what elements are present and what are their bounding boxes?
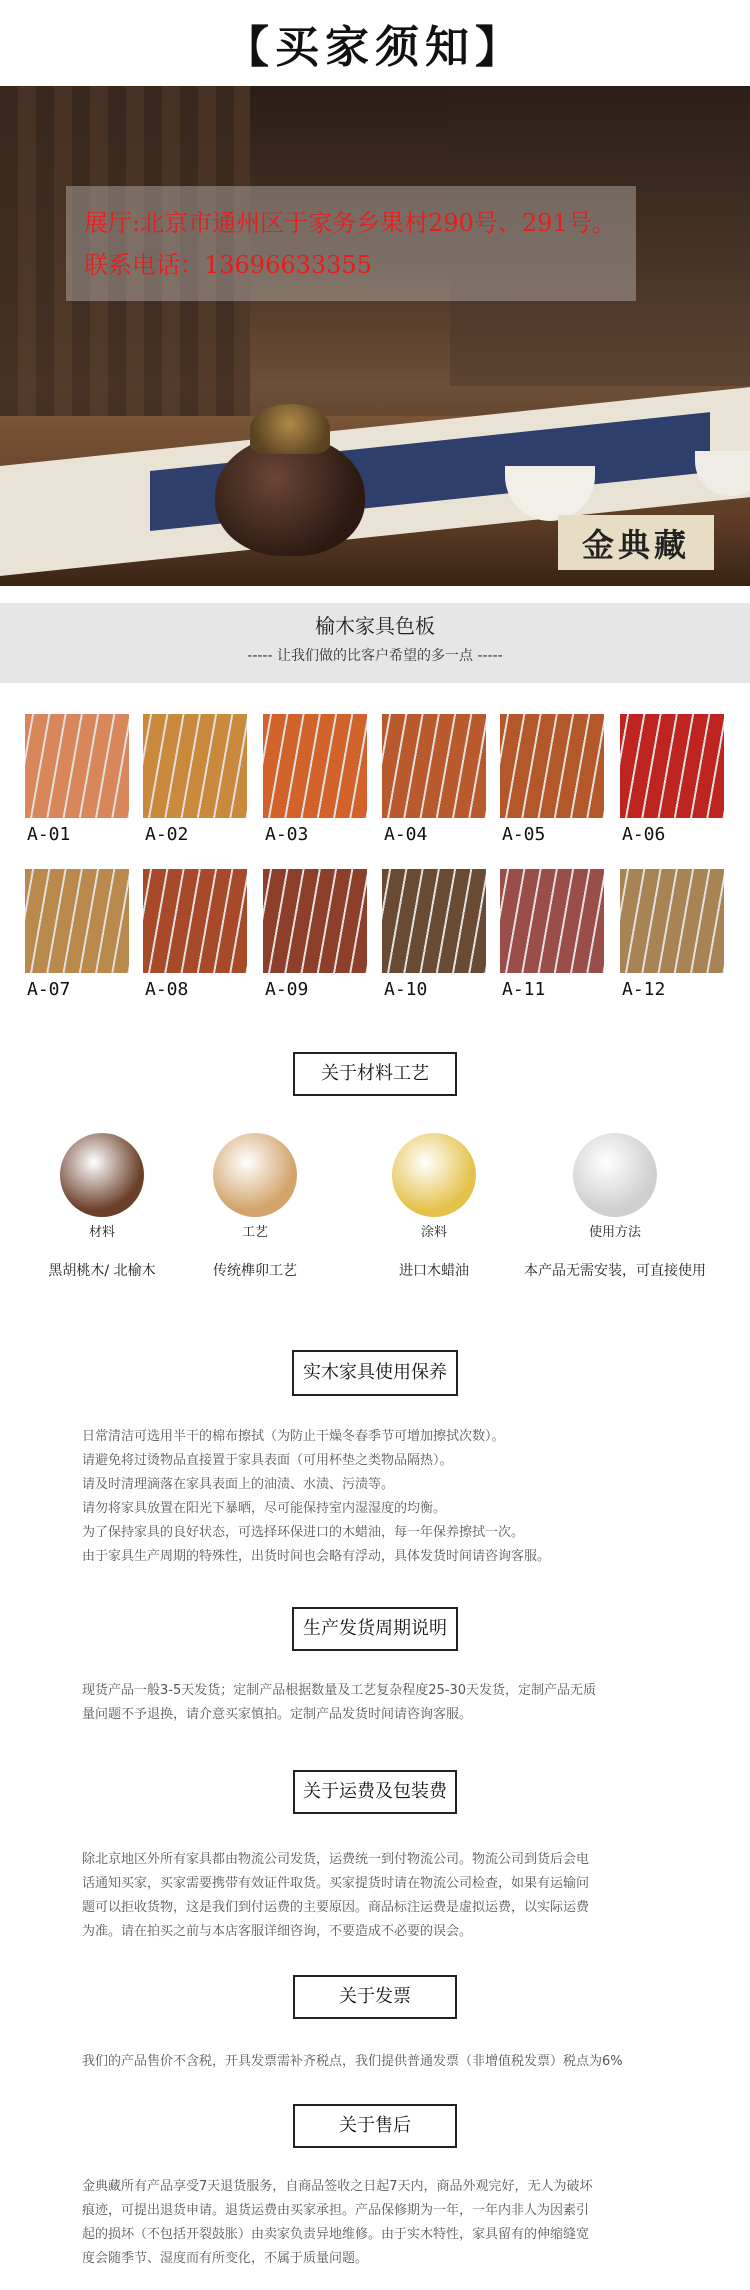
chair-icon: [573, 1133, 657, 1217]
wood-slice-icon: [60, 1133, 144, 1217]
shipping-text: [82, 1848, 668, 1944]
material-item: [57, 1133, 147, 1240]
text-line: 题可以拒收货物，这是我们到付运费的主要原因。商品标注运费是虚拟运费，以实际运费: [82, 1900, 590, 1915]
color-swatch-a-11: [500, 869, 604, 973]
color-swatch-label: A-12: [622, 979, 666, 1000]
color-swatch-label: A-09: [265, 979, 309, 1000]
production-text: [82, 1679, 668, 1727]
color-swatch-a-09: [263, 869, 367, 973]
invoice-section-title: 关于发票: [293, 1975, 457, 2019]
color-swatch-label: A-01: [27, 824, 71, 845]
color-swatch-label: A-10: [384, 979, 428, 1000]
after-sales-section-title: 关于售后: [293, 2104, 457, 2148]
color-swatch-a-07: [25, 869, 129, 973]
text-line: 请勿将家具放置在阳光下暴晒，尽可能保持室内湿湿度的均衡。: [82, 1501, 447, 1516]
text-line: 由于家具生产周期的特殊性，出货时间也会略有浮动，具体发货时间请咨询客服。: [82, 1549, 551, 1564]
material-item: [389, 1133, 479, 1240]
contact-info-box: [66, 186, 636, 301]
color-board-title: 榆木家具色板: [315, 614, 435, 638]
color-swatch-label: A-05: [502, 824, 546, 845]
material-caption: 传统榫卯工艺: [213, 1263, 297, 1279]
text-line: 请及时清理滴落在家具表面上的油渍、水渍、污渍等。: [82, 1477, 395, 1492]
color-swatch-label: A-02: [145, 824, 189, 845]
material-label: 工艺: [241, 1225, 268, 1240]
text-line: 量问题不予退换，请介意买家慎拍。定制产品发货时间请咨询客服。: [82, 1707, 473, 1722]
color-swatch-a-08: [143, 869, 247, 973]
incense-burner-image: [215, 436, 365, 556]
brand-logo: [558, 515, 714, 570]
color-swatch-a-05: [500, 714, 604, 818]
invoice-text: [82, 2050, 668, 2074]
color-swatch-label: A-07: [27, 979, 71, 1000]
color-swatch-label: A-04: [384, 824, 428, 845]
materials-section-title: 关于材料工艺: [293, 1052, 457, 1096]
text-line: 请避免将过烫物品直接置于家具表面（可用杯垫之类物品隔热）。: [82, 1453, 453, 1468]
showroom-address: 展厅:北京市通州区于家务乡果村290号、291号。: [84, 209, 616, 237]
color-swatch-a-01: [25, 714, 129, 818]
page-title: 【买家须知】: [225, 22, 525, 73]
color-swatch-label: A-11: [502, 979, 546, 1000]
text-line: 为准。请在拍买之前与本店客服详细咨询，不要造成不必要的误会。: [82, 1924, 473, 1939]
text-line: 痕迹，可提出退货申请。退货运费由买家承担。产品保修期为一年，一年内非人为因素引: [82, 2203, 590, 2218]
color-swatch-a-10: [382, 869, 486, 973]
color-swatch-label: A-08: [145, 979, 189, 1000]
text-line: 现货产品一般3-5天发货；定制产品根据数量及工艺复杂程度25-30天发货，定制产品无质: [82, 1683, 597, 1698]
production-section-title: 生产发货周期说明: [292, 1607, 458, 1651]
joinery-icon: [213, 1133, 297, 1217]
text-line: 话通知买家，买家需要携带有效证件取货。买家提货时请在物流公司检查，如果有运输问: [82, 1876, 590, 1891]
page-header: [0, 0, 750, 86]
shipping-section-title: 关于运费及包装费: [293, 1770, 457, 1814]
color-swatch-label: A-06: [622, 824, 666, 845]
brand-name: 金典藏: [581, 525, 690, 564]
care-text: [82, 1425, 668, 1569]
material-label: 材料: [88, 1225, 115, 1240]
color-swatch-a-03: [263, 714, 367, 818]
text-line: 金典藏所有产品享受7天退货服务，自商品签收之日起7天内，商品外观完好，无人为破坏: [82, 2179, 593, 2194]
hero-banner: [0, 86, 750, 586]
color-swatch-label: A-03: [265, 824, 309, 845]
material-item: [210, 1133, 300, 1240]
oil-bowl-icon: [392, 1133, 476, 1217]
text-line: 我们的产品售价不含税，开具发票需补齐税点，我们提供普通发票（非增值税发票）税点为6%: [82, 2054, 623, 2069]
text-line: 日常清洁可选用半干的棉布擦拭（为防止干燥冬春季节可增加擦拭次数）。: [82, 1429, 505, 1444]
material-label: 涂料: [420, 1225, 447, 1240]
material-label: 使用方法: [588, 1225, 641, 1240]
material-caption: 黑胡桃木/ 北榆木: [48, 1263, 156, 1279]
color-swatch-a-04: [382, 714, 486, 818]
text-line: 为了保持家具的良好状态，可选择环保进口的木蜡油，每一年保养擦拭一次。: [82, 1525, 525, 1540]
color-swatch-a-12: [620, 869, 724, 973]
color-board-header: [0, 603, 750, 683]
material-caption: 本产品无需安装，可直接使用: [524, 1263, 706, 1279]
text-line: 度会随季节、湿度而有所变化，不属于质量问题。: [82, 2251, 369, 2266]
color-swatch-a-06: [620, 714, 724, 818]
incense-burner-lid: [250, 404, 330, 454]
material-item: [570, 1133, 660, 1240]
after-sales-text: [82, 2175, 668, 2271]
material-caption: 进口木蜡油: [399, 1263, 469, 1279]
text-line: 除北京地区外所有家具都由物流公司发货，运费统一到付物流公司。物流公司到货后会电: [82, 1852, 590, 1867]
color-board-subtitle: ----- 让我们做的比客户希望的多一点 -----: [247, 648, 503, 664]
color-swatch-a-02: [143, 714, 247, 818]
text-line: 起的损坏（不包括开裂鼓胀）由卖家负责异地维修。由于实木特性，家具留有的伸缩缝宽: [82, 2227, 590, 2242]
contact-phone: 联系电话：13696633355: [84, 251, 372, 279]
care-section-title: 实木家具使用保养: [292, 1350, 458, 1396]
